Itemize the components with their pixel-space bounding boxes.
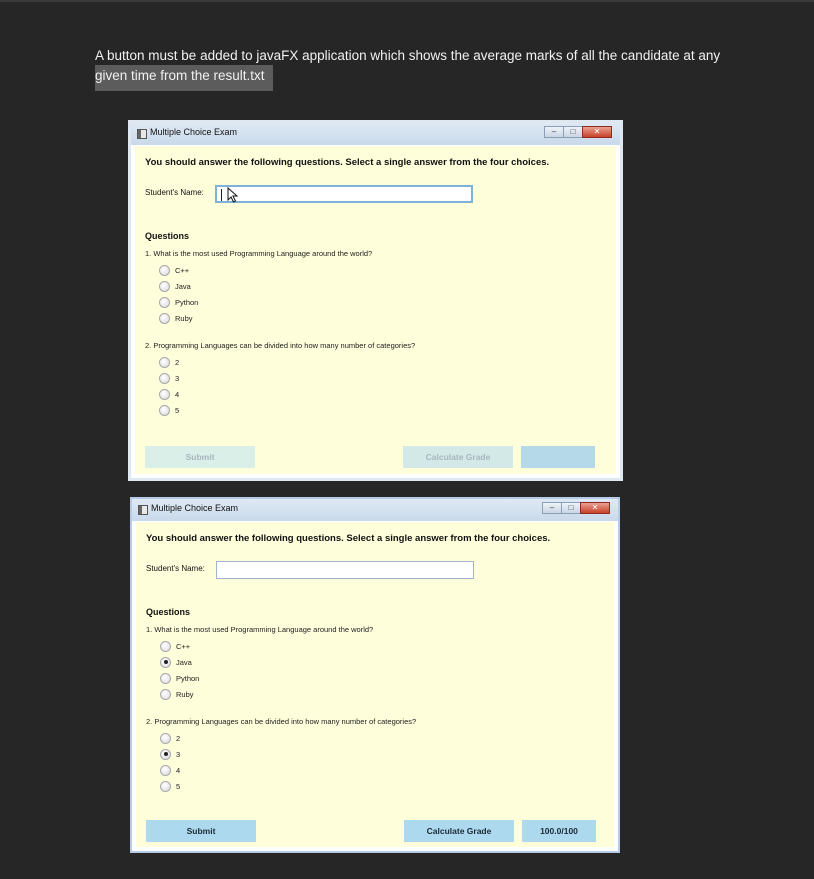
option-2[interactable] [160,730,180,746]
option-java[interactable] [159,278,198,294]
option-label: 5 [175,405,180,415]
calculate-grade-button[interactable]: Calculate Grade [403,446,513,468]
student-name-label: Student's Name: [145,188,204,197]
title-bar[interactable] [131,123,620,145]
question-1-options [160,638,199,702]
option-label: Python [175,297,199,307]
radio-button[interactable] [159,313,170,324]
student-name-label: Student's Name: [146,564,205,573]
instructions-heading: You should answer the following questions. Select a single answer from the four choices. [146,533,551,544]
option-4[interactable] [159,386,179,402]
option-label: Ruby [175,313,193,323]
question-1-text: 1. What is the most used Programming Language around the world? [146,625,374,634]
option-label: 2 [175,357,180,367]
option-ruby[interactable] [159,310,198,326]
maximize-icon[interactable]: □ [563,126,583,138]
window-title: Multiple Choice Exam [150,127,238,137]
question-2-text: 2. Programming Languages can be divided into how many number of categories? [146,717,417,726]
option-cpp[interactable] [160,638,199,654]
radio-button[interactable] [160,765,171,776]
radio-button[interactable] [159,265,170,276]
option-label: 3 [175,373,180,383]
minimize-icon[interactable]: – [542,502,562,514]
question-line-2: given time from the result.txt [95,65,273,91]
option-label: 3 [176,749,181,759]
minimize-icon[interactable]: – [544,126,564,138]
grade-result-box: 100.0/100 [522,820,596,842]
question-text [95,46,735,91]
close-icon[interactable]: ✕ [580,502,610,514]
option-label: Python [176,673,200,683]
radio-button-selected[interactable] [160,749,171,760]
exam-window-empty [128,120,623,481]
question-1-options [159,262,198,326]
radio-button[interactable] [159,297,170,308]
option-python[interactable] [159,294,198,310]
option-label: C++ [176,641,191,651]
grade-result-box [521,446,595,468]
title-bar[interactable] [132,499,618,521]
close-icon[interactable]: ✕ [582,126,612,138]
radio-button[interactable] [159,357,170,368]
question-2-options [159,354,179,418]
radio-button-selected[interactable] [160,657,171,668]
option-label: Ruby [176,689,194,699]
app-icon [137,129,147,139]
mouse-cursor-icon [227,187,239,203]
question-line-1: A button must be added to javaFX application which shows the average marks of all the candidate at any [95,48,721,63]
student-name-input[interactable] [216,561,474,579]
questions-title: Questions [146,607,191,617]
question-2-options [160,730,180,794]
option-label: Java [175,281,191,291]
radio-button[interactable] [160,673,171,684]
radio-button[interactable] [159,281,170,292]
option-java[interactable] [160,654,199,670]
option-2[interactable] [159,354,179,370]
option-label: 4 [175,389,180,399]
option-cpp[interactable] [159,262,198,278]
window-content [136,522,614,847]
option-3[interactable] [160,746,180,762]
option-label: 2 [176,733,181,743]
radio-button[interactable] [159,389,170,400]
submit-button[interactable]: Submit [146,820,256,842]
option-label: C++ [175,265,190,275]
instructions-heading: You should answer the following questions. Select a single answer from the four choices. [145,157,550,168]
top-border [0,0,814,2]
radio-button[interactable] [160,733,171,744]
submit-button[interactable]: Submit [145,446,255,468]
calculate-grade-button[interactable]: Calculate Grade [404,820,514,842]
option-python[interactable] [160,670,199,686]
question-2-text: 2. Programming Languages can be divided into how many number of categories? [145,341,416,350]
text-caret [221,189,222,201]
radio-button[interactable] [159,405,170,416]
maximize-icon[interactable]: □ [561,502,581,514]
option-4[interactable] [160,762,180,778]
option-label: Java [176,657,192,667]
window-controls [543,502,610,514]
student-name-input[interactable] [215,185,473,203]
exam-window-answered [130,497,620,853]
radio-button[interactable] [159,373,170,384]
option-ruby[interactable] [160,686,199,702]
window-title: Multiple Choice Exam [151,503,239,513]
radio-button[interactable] [160,781,171,792]
option-5[interactable] [160,778,180,794]
radio-button[interactable] [160,641,171,652]
app-icon [138,505,148,515]
window-content [135,146,616,474]
window-controls [545,126,612,138]
questions-title: Questions [145,231,190,241]
option-label: 5 [176,781,181,791]
question-1-text: 1. What is the most used Programming Language around the world? [145,249,373,258]
option-3[interactable] [159,370,179,386]
option-5[interactable] [159,402,179,418]
radio-button[interactable] [160,689,171,700]
option-label: 4 [176,765,181,775]
